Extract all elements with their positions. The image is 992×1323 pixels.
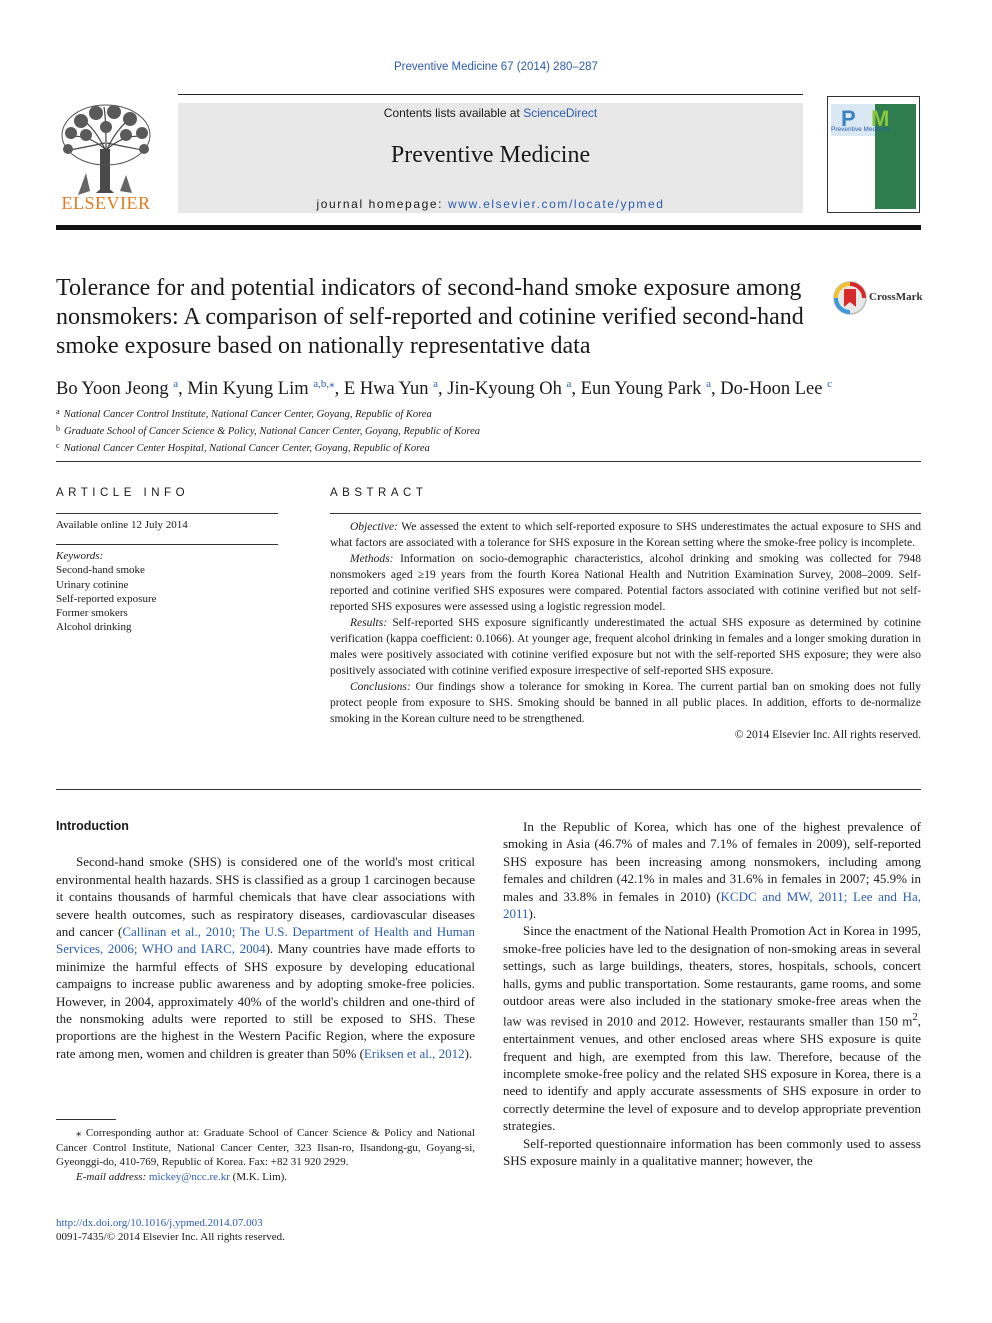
abstract-divider [56,789,921,790]
abstract-methods-text: Information on socio-demographic characteristics, alcohol drinking and smoking was collected for 7948 nonsmokers aged ≥19 years from the fourth Korea National Health and Nutrition Examination Survey, 2008–2009. Self-reported and cotinine verified SHS exposures were compared. Potential factors associated with cotinine verified but not self-reported SHS exposures were assessed using a logistic regression model. [330,553,922,613]
author-affiliation-mark[interactable]: a [566,378,572,390]
svg-text:M: M [871,106,890,131]
affiliation-text: Graduate School of Cancer Science & Policy, National Cancer Center, Goyang, Republic of Korea [64,426,481,437]
article-title: Tolerance for and potential indicators of second-hand smoke exposure among nonsmokers: A comparison of self-reported and cotinine verified second-hand smoke exposure based on nationally representative data [56,275,804,359]
abstract-methods-label: Methods: [350,553,394,565]
body-text: ). [528,906,537,922]
author-name[interactable]: Eun Young Park [580,379,702,399]
affiliation-item [56,405,916,422]
abstract-results-text: Self-reported SHS exposure significantly underestimated the actual SHS exposure as determined by cotinine verification (kappa coefficient: 0.1066). At younger age, frequent alcohol drinking in females and a longer smoking duration in males were positively associated with cotinine verified exposure but not with the self-reported SHS exposure; they were also positively associated with cotinine verified exposure irrespective of self-reported SHS exposure. [330,617,922,677]
affiliation-divider [56,461,921,462]
affiliation-mark: a [56,407,60,416]
keyword-item: Alcohol drinking [56,621,132,634]
abstract-conclusions-text: Our findings show a tolerance for smoking in Korea. The current partial ban on smoking does not fully protect people from exposure to SHS. Smoking should be banned in all public places. In addition, efforts to de-normalize smoking in the Korean culture need to be strengthened. [330,681,921,725]
email-suffix: (M.K. Lim). [229,1170,288,1183]
email-label: E-mail address: [76,1170,147,1183]
reference-link[interactable]: Eriksen et al., 2012 [363,1045,465,1061]
body-column-left [56,818,475,1062]
crossmark-badge[interactable] [832,280,932,316]
abstract-results-label: Results: [350,617,388,629]
keyword-item: Former smokers [56,607,128,620]
keywords-block [56,549,157,635]
article-info-rule [56,513,278,514]
author-name[interactable]: Bo Yoon Jeong [56,379,169,399]
abstract-results [330,615,921,679]
abstract-rule [330,513,921,514]
article-info-heading: ARTICLE INFO [56,487,190,499]
keyword-item: Urinary cotinine [56,578,129,591]
header-top-rule [178,94,803,95]
author-affiliation-mark[interactable]: a,b,⁎ [313,378,335,390]
body-text: Since the enactment of the National Health Promotion Act in Korea in 1995, smoke-free policies have led to the designation of non-smoking areas in several settings, such as large buildings, theaters, stores, hospitals, schools, concert halls, gyms and public transportation. Some restaurants, game rooms, and some outdoor areas were also included in the stationary smoke-free areas when the law was revised in 2010 and 2012. However, restaurants smaller than 150 m [503,923,921,1029]
affiliation-text: National Cancer Control Institute, National Cancer Center, Goyang, Republic of Korea [63,409,432,420]
journal-title: Preventive Medicine [390,142,591,168]
crossmark-icon [832,280,868,316]
reference-link[interactable]: KCDC and MW, 2011; Lee and Ha, 2011 [503,888,921,922]
abstract-objective-text: We assessed the extent to which self-reported exposure to SHS underestimates the actual exposure to SHS and what factors are associated with a tolerance for SHS exposure in the Korean setting where the smoke-free policy is incomplete. [330,521,921,549]
author-name[interactable]: Do-Hoon Lee [720,379,823,399]
elsevier-wordmark: ELSEVIER [61,193,151,213]
contents-available-line [178,106,803,120]
footnote-corresponding: ⁎ Corresponding author at: Graduate School of Cancer Science & Policy and National Cancer Control Institute, National Cancer Center, 323 Ilsan-ro, Ilsandong-gu, Goyang-si, Gyeonggi-do, 410-769, Republic of Korea. Fax: +82 31 920 2929. [56,1127,475,1168]
abstract-methods [330,551,921,615]
homepage-link[interactable]: www.elsevier.com/locate/ypmed [448,197,665,211]
author-affiliation-mark[interactable]: c [827,378,832,390]
keyword-item: Self-reported exposure [56,592,157,605]
body-paragraph [503,818,921,922]
reference-link[interactable]: Callinan et al., 2010; The U.S. Department of Health and Human Services, 2006; WHO and IARC, 2004 [56,924,475,957]
author-affiliation-mark[interactable]: a [706,378,711,390]
issn-copyright: 0091-7435/© 2014 Elsevier Inc. All rights reserved. [56,1231,285,1243]
body-paragraph [503,922,921,1134]
body-paragraph: Self-reported questionnaire information has been commonly used to assess SHS exposure mainly in a qualitative manner; however, the [503,1135,921,1169]
elsevier-logo[interactable] [56,103,156,215]
affiliation-item [56,422,916,439]
crossmark-label: CrossMark [869,291,923,303]
body-text: Second-hand smoke (SHS) is considered one of the world's most critical environmental health hazards. SHS is classified as a group 1 carcinogen because it contains thousands of harmful chemicals that have clear associations with severe health outcomes, such as respiratory diseases, cardiovascular diseases and cancer ( [56,854,475,940]
contents-prefix: Contents lists available at [383,106,524,120]
journal-cover-icon [827,96,920,213]
journal-citation[interactable]: Preventive Medicine 67 (2014) 280–287 [394,61,598,73]
journal-homepage-line [178,197,803,211]
doi-block [56,1216,285,1244]
footnote-rule [56,1119,116,1120]
body-text: , entertainment venues, and other enclosed areas where SHS exposure is quite frequent and high, are exempted from this law. Therefore, because of the incomplete smoke-free policy and the related SHS exposure in Korea, there is a need to identify and apply accurate assessments of SHS exposure in order to correctly determine the level of exposure and to develop appropriate prevention strategies. [503,1013,921,1134]
body-column-right [503,818,921,1169]
affiliation-item [56,439,916,456]
abstract-objective-label: Objective: [350,521,398,533]
email-link[interactable]: mickey@ncc.re.kr [148,1170,230,1183]
footnote-email [56,1170,475,1185]
author-affiliation-mark[interactable]: a [433,378,439,390]
body-paragraph [56,853,475,1062]
affiliation-mark: c [56,441,60,450]
svg-text:P: P [841,106,856,131]
abstract-objective [330,519,921,551]
doi-link[interactable]: http://dx.doi.org/10.1016/j.ypmed.2014.07.003 [56,1217,263,1229]
article-info-rule [56,544,278,545]
affiliation-mark: b [56,424,60,433]
affiliation-text: National Cancer Center Hospital, National Cancer Center, Goyang, Republic of Korea [63,443,430,454]
affiliation-list [56,405,916,456]
body-text: In the Republic of Korea, which has one of the highest prevalence of smoking in Asia (46.7% of males and 7.1% of females in 2009), self-reported SHS exposure has been increasing among nonsmokers, including among females and children (42.1% in males and 31.6% in females in 2007; 45.9% in males and 33.8% in females in 2010) ( [503,819,921,904]
abstract-copyright: © 2014 Elsevier Inc. All rights reserved. [734,729,921,741]
abstract-heading: ABSTRACT [330,487,428,499]
header-thick-rule [56,225,921,230]
introduction-heading: Introduction [56,819,129,833]
body-text: ). [464,1045,473,1061]
keyword-item: Second-hand smoke [56,564,145,577]
available-online-date: Available online 12 July 2014 [56,519,188,531]
abstract-conclusions [330,679,921,727]
author-name[interactable]: Jin-Kyoung Oh [447,379,562,399]
abstract-conclusions-label: Conclusions: [350,681,411,693]
superscript: 2 [912,1011,918,1024]
body-text: ). Many countries have made efforts to minimize the harmful effects of SHS exposure by developing educational campaigns to increase public awareness and by adopting smoke-free policies. However, in 2004, approximately 40% of the world's children and one-third of the nonsmoking adults were reported to still be exposed to SHS. These proportions are the highest in the Western Pacific Region, where the exposure rate among men, women and children is greater than 50% ( [56,941,476,1061]
keywords-label: Keywords: [56,550,104,562]
author-affiliation-mark[interactable]: a [173,378,179,390]
abstract-body [330,519,921,743]
author-list: Bo Yoon Jeong $^a$, Min Kyung Lim $^{a,b,⁎}$, E Hwa Yun $^a$, Jin-Kyoung Oh $^a$, Eun Young Park $^a$, Do-Hoon Lee $^c$ [56,378,832,399]
author-name[interactable]: Min Kyung Lim [187,379,309,399]
homepage-prefix: journal homepage: [316,197,449,211]
sciencedirect-link[interactable]: ScienceDirect [523,106,598,120]
author-name[interactable]: E Hwa Yun [343,379,429,399]
cover-journal-title: Preventive Medicine [831,126,890,133]
corresponding-author-footnote [56,1126,475,1184]
journal-cover-thumbnail[interactable] [827,96,920,213]
